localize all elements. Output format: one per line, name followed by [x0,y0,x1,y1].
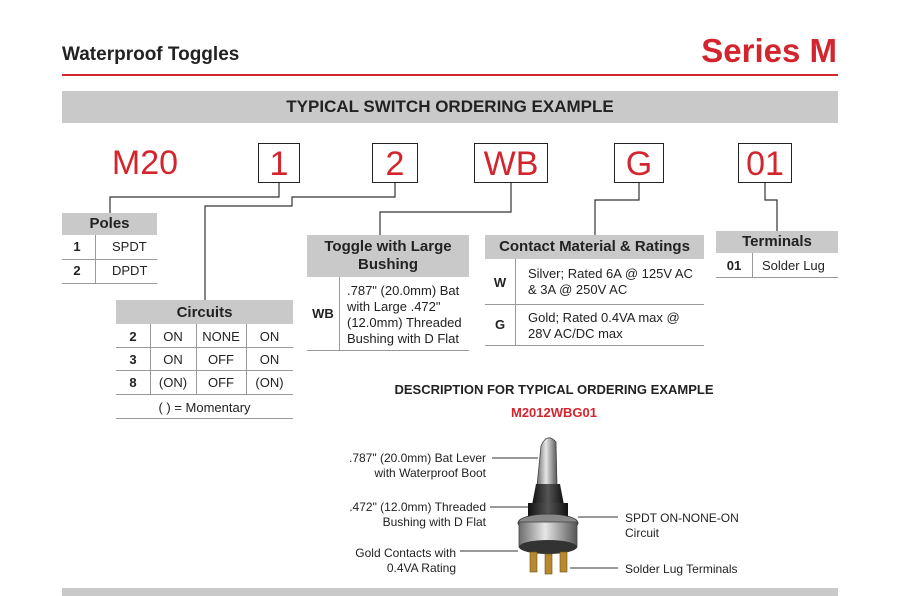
circuit-pos-3: (ON) [255,375,284,390]
terminals-code: 01 [726,258,742,273]
poles-title: Poles [62,213,157,235]
description-part: M2012WBG01 [511,405,597,420]
contact-desc: Gold; Rated 0.4VA max @ 28V AC/DC max [528,310,680,341]
series-title: Series M [701,32,837,69]
section-title: TYPICAL SWITCH ORDERING EXAMPLE [286,97,614,116]
page-title: Waterproof Toggles [62,44,240,65]
poles-code-2: 2 [73,263,81,278]
circuit-pos-1: ON [163,329,183,344]
description-heading: DESCRIPTION FOR TYPICAL ORDERING EXAMPLE [394,382,714,397]
circuit-pos-1: ON [163,352,183,367]
contact-code: W [493,275,507,290]
circuit-code: 8 [129,375,137,390]
circuit-pos-1: (ON) [158,375,188,390]
code-series: M20 [111,144,179,182]
circuit-code: 3 [129,352,137,367]
terminals-label: Solder Lug [762,258,825,273]
poles-code-1: 1 [73,239,81,254]
toggle-title: Toggle with Large Bushing [307,235,469,277]
circuit-pos-3: ON [259,329,280,344]
callout-contacts: Gold Contacts with 0.4VA Rating [355,546,456,575]
circuit-pos-2: NONE [202,329,240,344]
callout-bushing: .472" (12.0mm) Threaded Bushing with D Flat [349,500,486,529]
contact-desc: Silver; Rated 6A @ 125V AC & 3A @ 250V AC [528,266,693,297]
code-terminals: 01 [738,143,792,183]
code-circuits: 2 [372,143,418,183]
code-contact: G [614,143,664,183]
contact-title: Contact Material & Ratings [485,235,704,259]
circuit-pos-2: OFF [208,375,234,390]
callout-terminals: Solder Lug Terminals [625,562,738,576]
circuits-title: Circuits [116,300,293,324]
momentary-note: ( ) = Momentary [158,400,251,415]
code-toggle: WB [474,143,548,183]
circuit-pos-2: OFF [208,352,234,367]
circuit-code: 2 [129,329,137,344]
contact-code: G [494,317,506,332]
code-poles: 1 [258,143,300,183]
callout-bat-lever: .787" (20.0mm) Bat Lever with Waterproof Boot [349,451,486,480]
callout-circuit: SPDT ON-NONE-ON Circuit [625,511,739,540]
poles-label-1: SPDT [112,239,147,254]
footer-band [62,588,838,596]
circuit-pos-3: ON [259,352,280,367]
toggle-desc: .787" (20.0mm) Bat with Large .472" (12.0mm) Threaded Bushing with D Flat [347,283,462,346]
terminals-title: Terminals [716,231,838,253]
poles-label-2: DPDT [112,263,148,278]
toggle-code: WB [312,306,334,321]
